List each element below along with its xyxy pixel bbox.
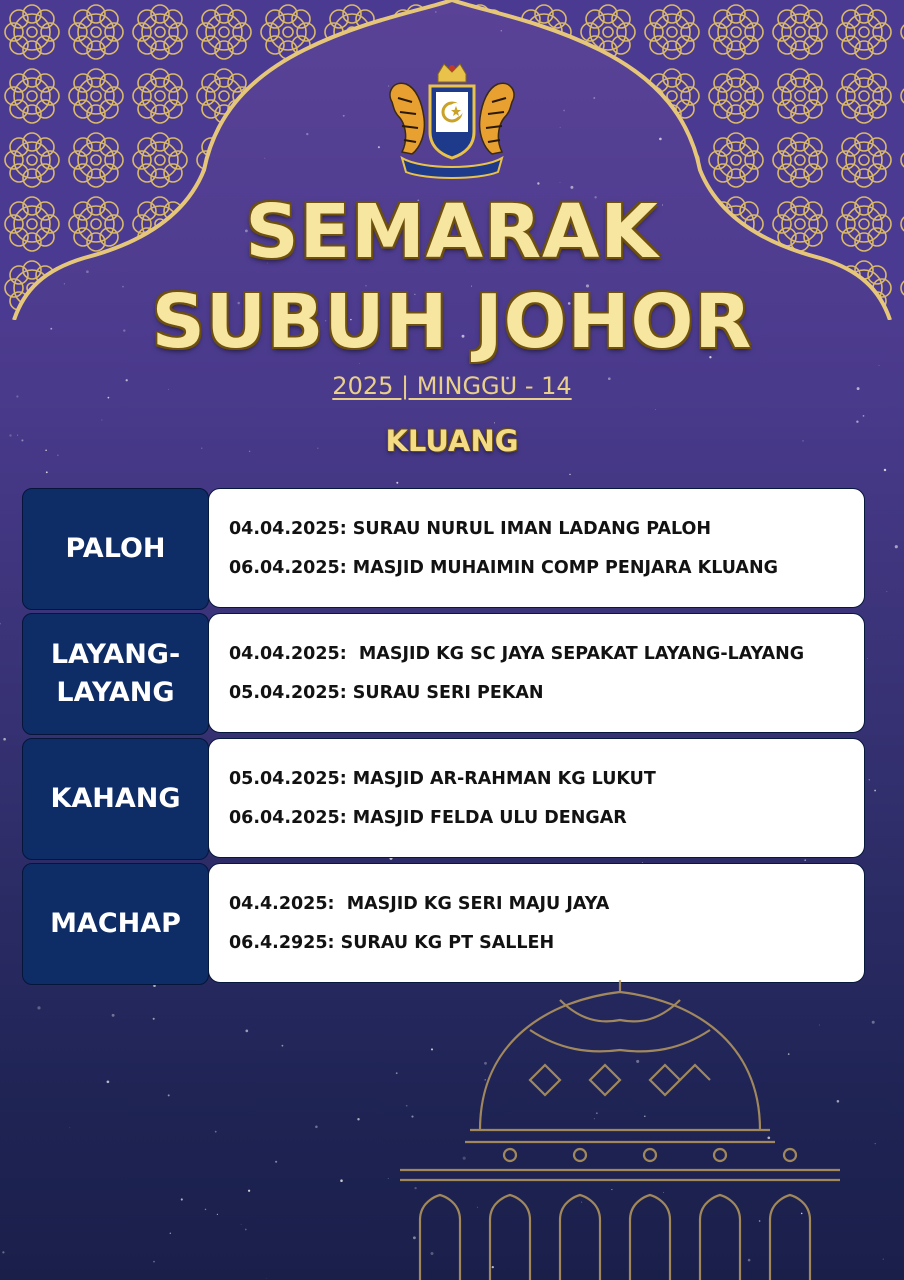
schedule-row <box>22 488 867 610</box>
star-dot <box>266 1278 267 1279</box>
star-dot <box>275 1161 277 1163</box>
venue-entry: 06.4.2925: SURAU KG PT SALLEH <box>229 933 555 953</box>
title-line-1: SEMARAK <box>245 189 659 275</box>
area-cell <box>22 738 209 860</box>
star-dot <box>205 1209 207 1211</box>
star-dot <box>2 1251 4 1253</box>
star-dot <box>37 1006 40 1009</box>
star-dot <box>241 1224 242 1225</box>
star-dot <box>396 482 398 484</box>
star-dot <box>101 420 102 421</box>
star-dot <box>872 1021 875 1024</box>
star-dot <box>879 365 880 366</box>
star-dot <box>340 1179 343 1182</box>
star-dot <box>869 779 870 780</box>
star-dot <box>153 1018 155 1020</box>
star-dot <box>874 790 876 792</box>
area-cell <box>22 488 209 610</box>
star-dot <box>884 469 886 471</box>
venue-list <box>208 488 865 608</box>
star-dot <box>181 1198 183 1200</box>
star-dot <box>168 1094 170 1096</box>
star-dot <box>875 1143 876 1144</box>
district-label: KLUANG <box>385 424 519 458</box>
star-dot <box>245 1030 248 1033</box>
area-cell <box>22 863 209 985</box>
schedule-row <box>22 738 867 860</box>
star-dot <box>863 415 865 417</box>
subtitle-year-week: 2025 | MINGGU - 14 <box>332 372 572 400</box>
area-label: MACHAP <box>50 908 181 939</box>
star-dot <box>315 1126 318 1129</box>
venue-list <box>208 613 865 733</box>
star-dot <box>357 1118 359 1120</box>
star-dot <box>282 1045 284 1047</box>
venue-list <box>208 863 865 983</box>
star-dot <box>887 591 888 592</box>
star-dot <box>883 1258 884 1259</box>
mosque-dome-illustration <box>380 980 860 1280</box>
venue-entry: 04.04.2025: SURAU NURUL IMAN LADANG PALOH <box>229 519 712 539</box>
star-dot <box>46 471 48 473</box>
star-dot <box>856 420 858 422</box>
johor-coat-of-arms-icon <box>372 62 532 182</box>
schedule-table <box>22 488 867 988</box>
star-dot <box>215 1131 217 1133</box>
area-label: KAHANG <box>50 783 181 814</box>
star-dot <box>112 1014 115 1017</box>
area-label: LAYANG- LAYANG <box>50 639 181 708</box>
venue-entry: 06.04.2025: MASJID FELDA ULU DENGAR <box>229 808 627 828</box>
star-dot <box>655 409 656 410</box>
venue-entry: 05.04.2025: SURAU SERI PEKAN <box>229 683 544 703</box>
star-dot <box>3 738 6 741</box>
star-dot <box>248 1190 250 1192</box>
area-cell <box>22 613 209 735</box>
star-dot <box>107 1080 110 1083</box>
venue-entry: 05.04.2025: MASJID AR-RAHMAN KG LUKUT <box>229 769 656 789</box>
venue-entry: 04.4.2025: MASJID KG SERI MAJU JAYA <box>229 894 610 914</box>
schedule-row <box>22 613 867 735</box>
star-dot <box>217 1214 218 1215</box>
area-label: PALOH <box>65 533 166 564</box>
title-line-2: SUBUH JOHOR <box>151 279 753 365</box>
star-dot <box>0 623 1 625</box>
venue-entry: 04.04.2025: MASJID KG SC JAYA SEPAKAT LAYANG-LAYANG <box>229 644 805 664</box>
star-dot <box>69 1127 70 1128</box>
venue-list <box>208 738 865 858</box>
star-dot <box>170 1233 171 1234</box>
schedule-row <box>22 863 867 985</box>
venue-entry: 06.04.2025: MASJID MUHAIMIN COMP PENJARA KLUANG <box>229 558 778 578</box>
star-dot <box>867 658 868 659</box>
star-dot <box>245 1229 247 1231</box>
star-dot <box>569 474 570 475</box>
star-dot <box>895 545 898 548</box>
star-dot <box>153 1261 155 1263</box>
